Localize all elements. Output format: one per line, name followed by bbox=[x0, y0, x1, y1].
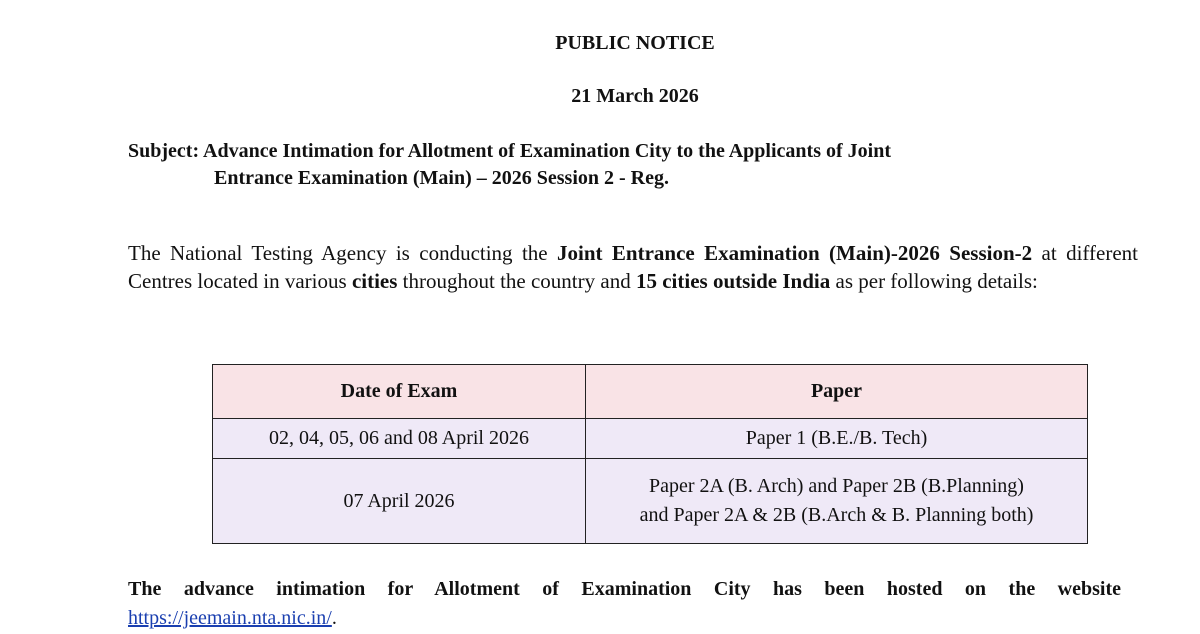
body-text-4: as per following details: bbox=[830, 269, 1038, 293]
body-paragraph bbox=[128, 239, 1138, 295]
table-row bbox=[213, 419, 1088, 459]
subject-line-1: Subject: Advance Intimation for Allotment of Examination City to the Applicants of Joint bbox=[128, 140, 891, 162]
body-cities: cities bbox=[351, 269, 398, 293]
body-text-3: throughout the country and bbox=[397, 269, 636, 293]
cell-exam-date: 07 April 2026 bbox=[213, 459, 586, 544]
subject-line-2: Entrance Examination (Main) – 2026 Session 2 - Reg. bbox=[214, 167, 669, 189]
closing-period: . bbox=[331, 607, 337, 629]
body-text-1: The National Testing Agency is conducting the bbox=[128, 241, 558, 265]
paper-line: and Paper 2A & 2B (B.Arch & B. Planning both) bbox=[639, 504, 1034, 526]
paper-line: Paper 2A (B. Arch) and Paper 2B (B.Planning) bbox=[649, 475, 1024, 497]
header-paper: Paper bbox=[586, 365, 1088, 419]
paper-line: Paper 1 (B.E./B. Tech) bbox=[745, 427, 928, 449]
body-outside-india: 15 cities outside India bbox=[635, 269, 831, 293]
subject-block bbox=[128, 138, 1128, 192]
cell-exam-date: 02, 04, 05, 06 and 08 April 2026 bbox=[213, 419, 586, 459]
cell-paper bbox=[586, 459, 1088, 544]
closing-text: The advance intimation for Allotment of Examination City has been hosted on the website bbox=[128, 578, 1121, 600]
notice-title: PUBLIC NOTICE bbox=[555, 32, 715, 54]
cell-paper bbox=[586, 419, 1088, 459]
notice-date: 21 March 2026 bbox=[571, 85, 699, 107]
body-text-2: at different Centres located in various bbox=[128, 241, 1138, 293]
table-row bbox=[213, 459, 1088, 544]
closing-paragraph bbox=[128, 575, 1121, 633]
website-link[interactable]: https://jeemain.nta.nic.in/ bbox=[128, 607, 332, 629]
exam-schedule-table bbox=[212, 364, 1088, 544]
header-date-of-exam: Date of Exam bbox=[213, 365, 586, 419]
body-exam-name: Joint Entrance Examination (Main)-2026 Session-2 bbox=[557, 241, 1033, 265]
table-header-row bbox=[213, 365, 1088, 419]
closing-link-line bbox=[128, 604, 1121, 633]
